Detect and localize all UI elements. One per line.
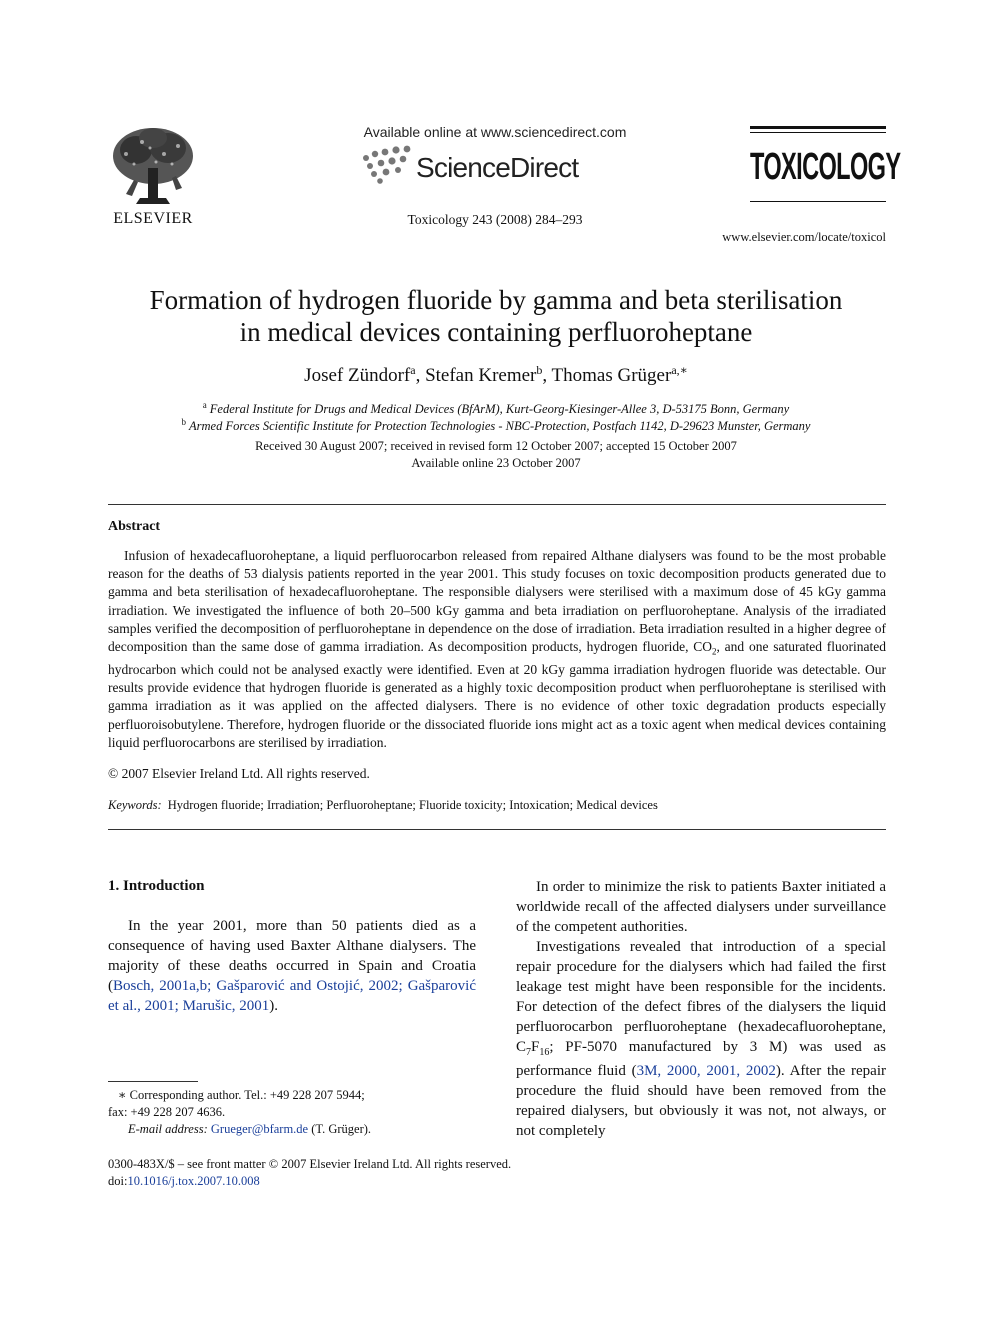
affiliation xyxy=(100,417,892,434)
journal-name: TOXICOLOGY xyxy=(750,146,901,188)
masthead-rule xyxy=(750,132,886,133)
body-paragraph xyxy=(108,917,476,1017)
paragraph-text: In the year 2001, more than 50 patients died as a consequence of having used Baxter Althane dialysers. The majority of these deaths occurred in Spain and Croatia ( xyxy=(108,918,476,994)
title-line: Formation of hydrogen fluoride by gamma and beta sterilisation xyxy=(149,285,843,315)
author-separator: , xyxy=(415,365,426,386)
paragraph-text: ). After the repair procedure the fluid should have been removed from the repaired dialysers, but obviously it was not, not always, or not completely xyxy=(516,1063,886,1140)
keywords-list: Hydrogen fluoride; Irradiation; Perfluoroheptane; Fluoride toxicity; Intoxication; Medical devices xyxy=(167,798,658,812)
author-affiliation-mark: a xyxy=(410,363,416,377)
article-dates: Received 30 August 2007; received in revised form 12 October 2007; accepted 15 October 2007 xyxy=(255,439,737,453)
affiliation-text: Armed Forces Scientific Institute for Protection Technologies - NBC-Protection, Postfach 1142, D-29623 Munster, Germany xyxy=(189,419,811,433)
paragraph-text: F xyxy=(531,1038,540,1055)
body-paragraph xyxy=(516,938,886,1142)
author-name[interactable]: Stefan Kremer xyxy=(425,365,537,386)
paragraph-text: ; PF-5070 manufactured by 3 M) was used as performance fluid ( xyxy=(516,1038,886,1080)
footnote-rule xyxy=(108,1081,198,1082)
reference-link[interactable]: 3M, 2000, 2001, 2002 xyxy=(636,1063,776,1080)
affiliation-text: Federal Institute for Drugs and Medical Devices (BfArM), Kurt-Georg-Kiesinger-Allee 3, D-53175 Bonn, Germany xyxy=(209,402,790,416)
publisher-name: ELSEVIER xyxy=(113,210,193,227)
article-title xyxy=(100,284,892,348)
divider xyxy=(108,504,886,505)
reference-link[interactable]: Bosch, 2001a,b; Gašparović and Ostojić, 2002; Gašparović et al., 2001; Marušic, 2001 xyxy=(108,977,476,1014)
email-link[interactable]: Grueger@bfarm.de xyxy=(210,1122,309,1136)
doi-link[interactable]: 10.1016/j.tox.2007.10.008 xyxy=(127,1174,260,1188)
sciencedirect-wordmark: ScienceDirect xyxy=(416,152,579,183)
email-note xyxy=(108,1121,476,1138)
doi-line xyxy=(108,1174,260,1189)
fax-note: fax: +49 228 207 4636. xyxy=(108,1105,226,1119)
abstract-heading: Abstract xyxy=(108,519,161,534)
journal-masthead xyxy=(750,126,901,202)
paragraph-text: Investigations revealed that introduction of a special repair procedure for the dialysers which had failed the first leakage test might have been responsible for the incidents. For detection of the defect fibres of the dialysers the liquid perfluorocarbon perfluoroheptane (hexadecafluoroheptane, C xyxy=(516,939,886,1055)
author-name[interactable]: Josef Zündorf xyxy=(304,365,411,386)
abstract-text xyxy=(108,547,886,752)
corresponding-author-note: ∗ Corresponding author. Tel.: +49 228 207 5944; xyxy=(118,1088,365,1102)
abstract-text-part: , and one saturated fluorinated hydrocarbon which could not be analysed exactly were identified. Even at 20 kGy gamma irradiation hydrogen fluoride was detectable. Our results provide evidence that hydrogen fluoride is generated as a highly toxic decomposition product when perfluoroheptane is sterilised with gamma irradiation as it was applied on the affected dialysers. There is no evidence of other toxic degradation products especially perfluoroisobutylene. Therefore, hydrogen fluoride or the dissociated fluoride ions might act as a toxic agent when medical devices containing liquid perfluorocarbons are sterilised by irradiation. xyxy=(108,639,886,750)
author-affiliation-mark: b xyxy=(536,363,543,377)
title-line: in medical devices containing perfluoroheptane xyxy=(239,317,753,347)
abstract-copyright: © 2007 Elsevier Ireland Ltd. All rights reserved. xyxy=(108,766,370,781)
subscript: 2 xyxy=(712,646,717,657)
masthead-rule xyxy=(750,201,886,202)
abstract-text-part: Infusion of hexadecafluoroheptane, a liquid perfluorocarbon released from repaired Althane dialysers was found to be the most probable reason for the deaths of 53 dialysis patients reported in the year 2001. This study focuses on toxic decomposition products generated due to gamma and beta sterilisation of hexadecafluoroheptane. The responsible dialysers were sterilised with a maximum dose of 45 kGy gamma irradiation. We investigated the influence of both 20–500 kGy gamma and beta irradiation on perfluoroheptane. Analysis of the irradiated samples verified the decomposition of perfluoroheptane in dependence on the dose of irradiation. Beta irradiation resulted in a higher degree of decomposition than the same dose of gamma irradiation. As decomposition products, hydrogen fluoride, CO xyxy=(108,548,886,655)
tree-icon xyxy=(106,124,200,210)
available-online-date: Available online 23 October 2007 xyxy=(411,456,581,470)
body-paragraph: In order to minimize the risk to patients Baxter initiated a worldwide recall of the affected dialysers under surveillance of the competent authorities. xyxy=(516,879,886,935)
doi-label: doi: xyxy=(108,1174,128,1188)
affiliation xyxy=(100,400,892,417)
subscript: 16 xyxy=(539,1046,550,1058)
section-heading: 1. Introduction xyxy=(108,878,205,894)
author-affiliation-mark: a,∗ xyxy=(671,363,688,377)
email-suffix: (T. Grüger). xyxy=(308,1122,372,1136)
paragraph-text: ). xyxy=(269,997,278,1014)
journal-url[interactable]: www.elsevier.com/locate/toxicol xyxy=(722,230,886,244)
affiliation-mark: a xyxy=(202,400,207,410)
affiliation-mark: b xyxy=(181,417,187,427)
author-list xyxy=(100,363,892,387)
author-separator: , xyxy=(542,365,552,386)
subscript: 7 xyxy=(526,1046,532,1058)
keywords xyxy=(108,798,658,813)
journal-citation: Toxicology 243 (2008) 284–293 xyxy=(407,212,583,227)
available-online: Available online at www.sciencedirect.com xyxy=(363,124,627,140)
author-name[interactable]: Thomas Grüger xyxy=(551,365,672,386)
email-label: E-mail address: xyxy=(128,1122,208,1136)
divider xyxy=(108,829,886,830)
keywords-label: Keywords: xyxy=(108,798,162,812)
issn-line: 0300-483X/$ – see front matter © 2007 Elsevier Ireland Ltd. All rights reserved. xyxy=(108,1157,512,1171)
masthead-rule xyxy=(750,126,886,129)
